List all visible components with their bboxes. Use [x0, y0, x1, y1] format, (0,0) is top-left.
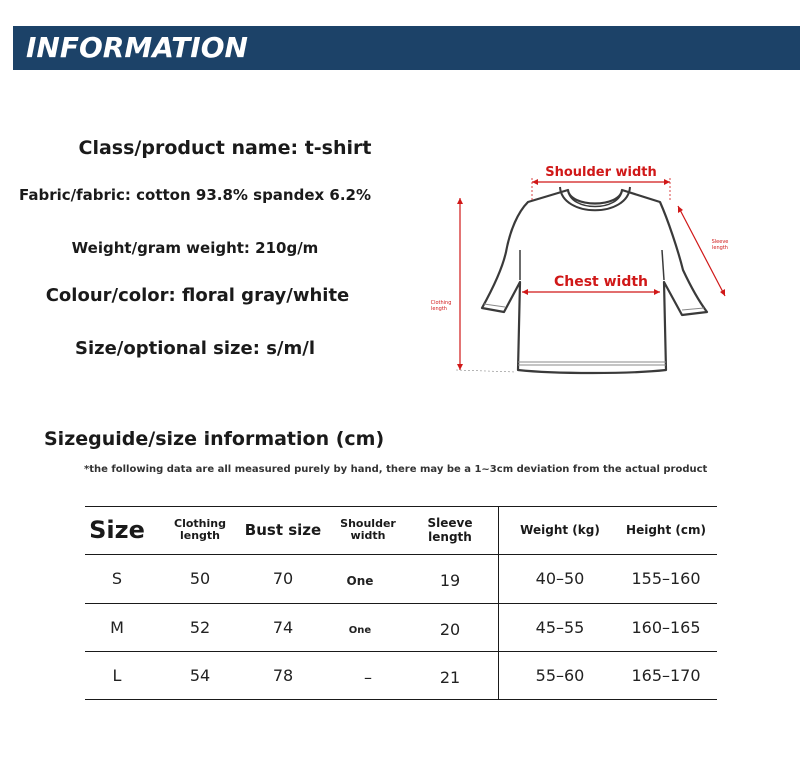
cell-height: 155–160 — [631, 569, 701, 588]
cell-weight: 40–50 — [535, 569, 585, 588]
header-height: Height (cm) — [626, 523, 706, 537]
header-size: Size — [89, 516, 145, 544]
fabric-info: Fabric/fabric: cotton 93.8% spandex 6.2% — [18, 186, 372, 204]
clothing-length-label-2: length — [431, 306, 447, 312]
cell-height: 160–165 — [631, 617, 701, 637]
cell-sleeve: 21 — [439, 667, 461, 687]
colour-info: Colour/color: floral gray/white — [45, 285, 350, 306]
header-clothing-length-line2: length — [179, 529, 221, 542]
header-sleeve-length-line1: Sleeve — [427, 516, 473, 530]
tshirt-diagram — [420, 150, 760, 390]
header-sleeve-length-line2: length — [428, 530, 472, 544]
cell-bust: 78 — [272, 665, 294, 685]
cell-size: L — [112, 665, 122, 685]
sleeve-length-label-2: length — [712, 245, 728, 251]
cell-clothing-length: 54 — [189, 665, 211, 685]
cell-weight: 55–60 — [535, 665, 585, 685]
weight-info: Weight/gram weight: 210g/m — [71, 239, 319, 257]
cell-weight: 45–55 — [535, 617, 585, 637]
cell-clothing-length: 50 — [189, 569, 211, 588]
header-shoulder-width — [331, 506, 405, 554]
cell-height: 165–170 — [631, 665, 701, 685]
header-clothing-length — [163, 506, 237, 554]
chest-width-label: Chest width — [553, 274, 649, 290]
header-sleeve-length — [413, 506, 487, 554]
header-clothing-length-line1: Clothing — [174, 517, 226, 530]
shoulder-width-label: Shoulder width — [545, 165, 657, 180]
header-shoulder-width-line2: width — [350, 529, 386, 542]
header-shoulder-width-line1: Shoulder — [340, 517, 396, 530]
sleeve-length-label-1: Sleeve — [711, 239, 729, 245]
cell-shoulder: One — [346, 573, 374, 588]
size-guide-title: Sizeguide/size information (cm) — [44, 428, 385, 450]
cell-size: M — [110, 617, 124, 637]
table-divider — [498, 506, 499, 700]
cell-shoulder: One — [348, 624, 372, 636]
product-name: Class/product name: t-shirt — [78, 137, 372, 159]
cell-size: S — [111, 569, 123, 588]
size-table — [85, 506, 717, 700]
cell-sleeve: 20 — [439, 619, 461, 639]
cell-shoulder: – — [364, 667, 372, 687]
size-guide-note: *the following data are all measured purely by hand, there may be a 1~3cm deviation from the actual product — [84, 464, 708, 475]
banner-stripe — [8, 26, 13, 70]
cell-bust: 70 — [272, 569, 294, 588]
banner-title: INFORMATION — [26, 31, 248, 64]
clothing-length-label-1: Clothing — [430, 300, 452, 306]
cell-bust: 74 — [272, 617, 294, 637]
cell-sleeve: 19 — [439, 571, 461, 590]
header-bust-size: Bust size — [244, 521, 322, 539]
cell-clothing-length: 52 — [189, 617, 211, 637]
size-info: Size/optional size: s/m/l — [74, 338, 315, 359]
information-banner — [8, 26, 800, 70]
header-weight: Weight (kg) — [520, 523, 600, 537]
